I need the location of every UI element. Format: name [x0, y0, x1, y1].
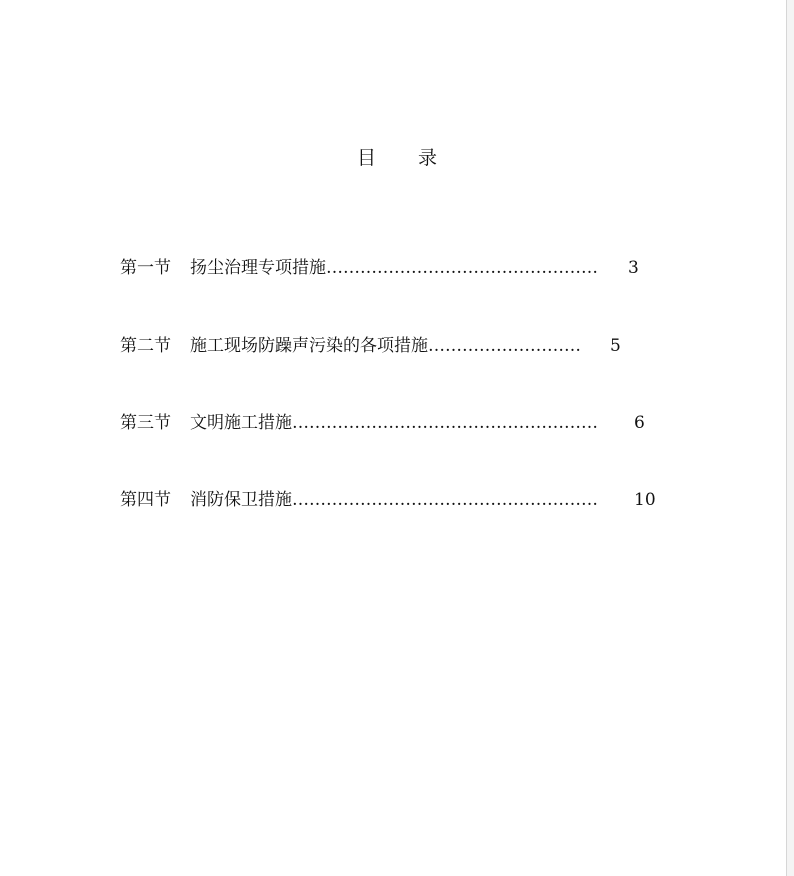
toc-heading: 目 录 — [356, 147, 456, 169]
toc-entry-leader: ……………………………………………… — [292, 490, 598, 510]
toc-entry-section: 第二节 — [120, 336, 171, 356]
page-shadow — [787, 0, 794, 876]
toc-entry-leader: ……………………… — [428, 336, 581, 356]
toc-entry[interactable] — [120, 412, 645, 434]
toc-entry-title: 消防保卫措施 — [190, 490, 292, 510]
toc-entry-title: 施工现场防躁声污染的各项措施 — [190, 336, 428, 356]
toc-entry-leader: ……………………………………………… — [292, 413, 598, 433]
toc-entry-section: 第三节 — [120, 413, 171, 433]
toc-entry-page-number: 10 — [634, 490, 656, 510]
toc-entry-section: 第四节 — [120, 490, 171, 510]
toc-entry-page-number: 5 — [610, 336, 621, 356]
toc-entry-page-number: 6 — [634, 413, 645, 433]
toc-entry[interactable] — [120, 335, 621, 357]
toc-entry-leader: ………………………………………… — [326, 258, 598, 278]
toc-entry-page-number: 3 — [628, 258, 639, 278]
toc-entry-section: 第一节 — [120, 258, 171, 278]
toc-entry[interactable] — [120, 489, 656, 511]
toc-entry[interactable] — [120, 257, 639, 279]
toc-entry-title: 扬尘治理专项措施 — [190, 258, 326, 278]
toc-entry-title: 文明施工措施 — [190, 413, 292, 433]
